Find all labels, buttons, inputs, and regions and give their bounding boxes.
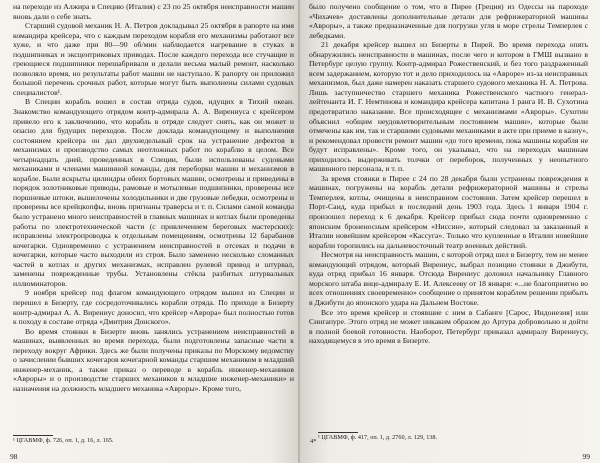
paragraph: Несмотря на неисправность машин, с которой отряд шел в Бизерту, тем не менее командующий отрядом, который Вирениус, выбрал позицию стоянки в Джибути, куда отряд прибыл 16 января. Отсюда Вирениус доложил начальнику Главного морского штаба вице-адмиралу Е. И. Алексееву от 18 января: «...не благоприятно во всех отношениях своевременно» сообщение о принятом кораблем решении прибыть в Джибути до японского удара на Дальнем Востоке. [309, 250, 588, 307]
footnote: ¹ ЦГАВМФ, ф. 726, оп. 1, д. 16, л. 165. [13, 437, 114, 444]
paragraph: За время стоянки в Пирее с 24 по 28 декабря были устранены повреждения в машинах, погружены на корабль детали рефрижераторной машины и стрелы Темперлея, котлы, очищены в неисправном состоянии. Затем крейсер перешел в Порт-Саид, куда прибыл в последний день 1903 года. Здесь 1 января 1904 г. произошел переход к 6 декабря. Крейсер прибыл сюда почти одновременно с японским броненосным крейсером «Ниссин», который следовал за заказанный в Италии новейшим крейсером «Кассуга». Только что купленные в Италии новейшие корабли торопились на дальневосточный театр военных действий. [309, 173, 588, 250]
footnote-rule [318, 432, 358, 433]
paragraph: 9 ноября крейсер под флагом командующего отрядом вышел из Специи и перешел в Бизерту, где сосредоточивались корабли отряда. По приходе в Бизерту контр-адмирал А. А. Вирениус доносил, что крейсер «Аврора» был полностью готов к походу в составе отряда «Дмитрия Донского». [13, 288, 294, 327]
paragraph: 21 декабря крейсер вышел из Бизерты в Пирей. Во время перехода опять обнаружились неисправности в машинах, после чего и котором в ГМШ вызвано в Петербург целую группу. Контр-адмирал Рожественский, и без того раздраженный всем задержанием, которую тот и дело приходилось на «Авроре» из-за неисправных механизмов, был даже намерен наказать старшего судового механика Н. А. Петрова. Лишь заступничество старшего механика Рожественского частного генерал-лейтенанта И. Г. Немтинова и командира крейсера капитана 1 ранга И. В. Сухотина предотвратило наказание. Все происходящее с механизмами «Авроры». Сухотин объяснил «общим неудовлетворительным постоянием машин», которые были отмечены как им, так и старшими судовыми механиками в акте при приеме в казну», и рекомендовал провести ремонт машин «до того времени, пока машины корабля не будут исправлены». Кроме того, он указывал, что на переходах машинам приходилось выдерживать толчки от переборок, полученных у неопытного машинного персонала, и т. п. [309, 40, 588, 174]
footnote-rule [13, 435, 53, 436]
page-number: 99 [582, 452, 590, 461]
paragraph: на переходе из Алжира в Специю (Италия) с 23 по 25 октября неисправности машин вновь дали о себе знать. [13, 2, 294, 21]
paragraph: Старший судовой механик Н. А. Петров докладывал 25 октября в рапорте на имя командира крейсера, что с каждым переходом корабля его механизмы работают все хуже, и что даже при 80—90 об/мин наблюдается нагревание в стуках в подшипниках и эксцентриковых приводах. После каждого перехода все стучащие и греющиеся подшипники перешабривали и делали весьма малый ремонт, насколько позволяло время, но результаты работ машин не наступало. К рапорту он приложил большой перечень срочных работ, которые могут быть выполнены силами судовых специалистов¹. [13, 21, 294, 97]
right-page-text [309, 2, 588, 346]
right-page [300, 0, 600, 463]
paragraph: было получено сообщение о том, что в Пирее (Греция) из Одессы на пароходе «Чихачев» доставлены дополнительные детали для рефрижераторной машины «Авроры», а также предназначенные для погрузки угля в море стрелы Темперлея с лебедками. [309, 2, 588, 40]
signature-mark: 4* [310, 438, 317, 445]
footnote: ¹ ЦГАВМФ, ф. 417, оп. 1, д. 2760, л. 129, 138. [318, 434, 438, 441]
left-page-text [13, 2, 294, 393]
paragraph: Все это время крейсер и стоявшие с ним в Сабанге [Сарос, Индонезия] или Сингапуре. Этого отряд не может никаким образом до Артура добровольно и дойти в полной боевой готовности. Наоборот, Петербург приказал адмиралу Вирениусу, находящемуся в это время в Бизерте. [309, 307, 588, 346]
paragraph: В Специи корабль вошел в состав отряда судов, идущих в Тихий океан. Знакомство командующего отрядом контр-адмирала А. А. Вирениуса с крейсером привело его к заключению, что корабль в отряде следует снять, как он может и опасно для будущих переходов. После доклада командующему и выполнения состоянием крейсера он дал двухнедельный срок на устранение дефектов в механизмах и производство самых неотложных работ по кораблю в целом. Все четырнадцать дней, проведенных в Специи, были использованы судовыми механиками и членами машинной команды, для переборки машин и механизмов в корабле. Были вскрыты цилиндры обеих бортовых машин, осмотрены и приведены в порядок золотниковые приводы, рамовые и мотылевые подшипники, проверены все поршневые штоки, вышелочены холодильники и две грузовые лебедки, осмотрены и проверены все крейцкопфы, вновь пригнаны траверсы и т. п. Силами самой команды было устранено много неисправностей в главных машинах и котлах были проведены работы по электротехнической части (с привлечением береговых мастерских): исправлены электропроводка к отдельным помещениям, осмотрены 12 барабанов кочегарки. Одновременно с устранением неисправностей в отсеках и подачи в кочегарки, которые часто выходили из строя. Было заменено несколько сломанных частей в котлах и других механизмах, исправлен рулевой привод и штурвал, заменены поврежденные трубы. Установлены стёкла разбитых штурвальных иллюминаторов. [13, 97, 294, 288]
page-number: 98 [10, 452, 18, 461]
paragraph: Во время стоянки в Бизерте вновь занялись устранением неисправностей в машинах, выявленных во время перехода, были подготовлены запасные части к переходу вокруг Африки. Здесь же были получены приказы по Морскому ведомству о зачислении бывших кочегаров кочегарной команды старшим механиком в младший инженер-механик, а также приказ о переводе в корабль инженер-механиков «Авроры» и о производстве старших механиков в младшие инженер-механики» и назначения на должность младшего механика «Авроры». Кроме того, [13, 326, 294, 393]
